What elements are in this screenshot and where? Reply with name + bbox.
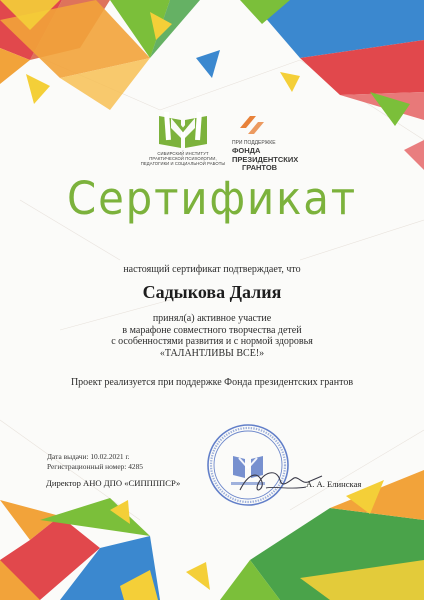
header-logos bbox=[0, 108, 424, 178]
institute-logo bbox=[128, 108, 238, 174]
institute-name-line: СИБИРСКИЙ ИНСТИТУТ bbox=[157, 151, 209, 156]
fund-name-line: ГРАНТОВ bbox=[242, 163, 278, 173]
issue-date: Дата выдачи: 10.02.2021 г. bbox=[47, 452, 130, 461]
issue-info bbox=[47, 452, 143, 472]
participation-line: принял(а) активное участие bbox=[152, 313, 272, 324]
fund-prefix: ПРИ ПОДДЕРЖКЕ bbox=[232, 140, 276, 146]
director-label: Директор АНО ДПО «СИППППСР» bbox=[46, 478, 181, 488]
fund-logo-icon bbox=[238, 114, 268, 138]
fund-name-line: ФОНДА bbox=[232, 146, 261, 155]
book-icon bbox=[155, 108, 211, 152]
participation-line: в марафоне совместного творчества детей bbox=[122, 324, 302, 336]
fund-name-line: ПРЕЗИДЕНТСКИХ bbox=[232, 154, 299, 164]
participation-line: «ТАЛАНТЛИВЫ ВСЕ!» bbox=[159, 347, 265, 359]
confirm-text: настоящий сертификат подтверждает, что bbox=[123, 264, 301, 275]
participation-text bbox=[0, 313, 424, 359]
institute-name-line: ПЕДАГОГИКИ И СОЦИАЛЬНОЙ РАБОТЫ bbox=[140, 160, 226, 166]
support-text: Проект реализуется при поддержке Фонда президентских грантов bbox=[70, 377, 354, 388]
certificate-title: Сертификат bbox=[66, 172, 357, 225]
signer-name: А. А. Елинская bbox=[306, 479, 362, 489]
institute-name-line: ПРАКТИЧЕСКОЙ ПСИХОЛОГИИ, bbox=[149, 155, 217, 161]
recipient-name: Садыкова Далия bbox=[142, 282, 282, 302]
registration-number: Регистрационный номер: 4285 bbox=[47, 462, 143, 471]
fund-logo bbox=[228, 114, 308, 174]
participation-line: с особенностями развития и с нормой здоровья bbox=[111, 336, 313, 348]
